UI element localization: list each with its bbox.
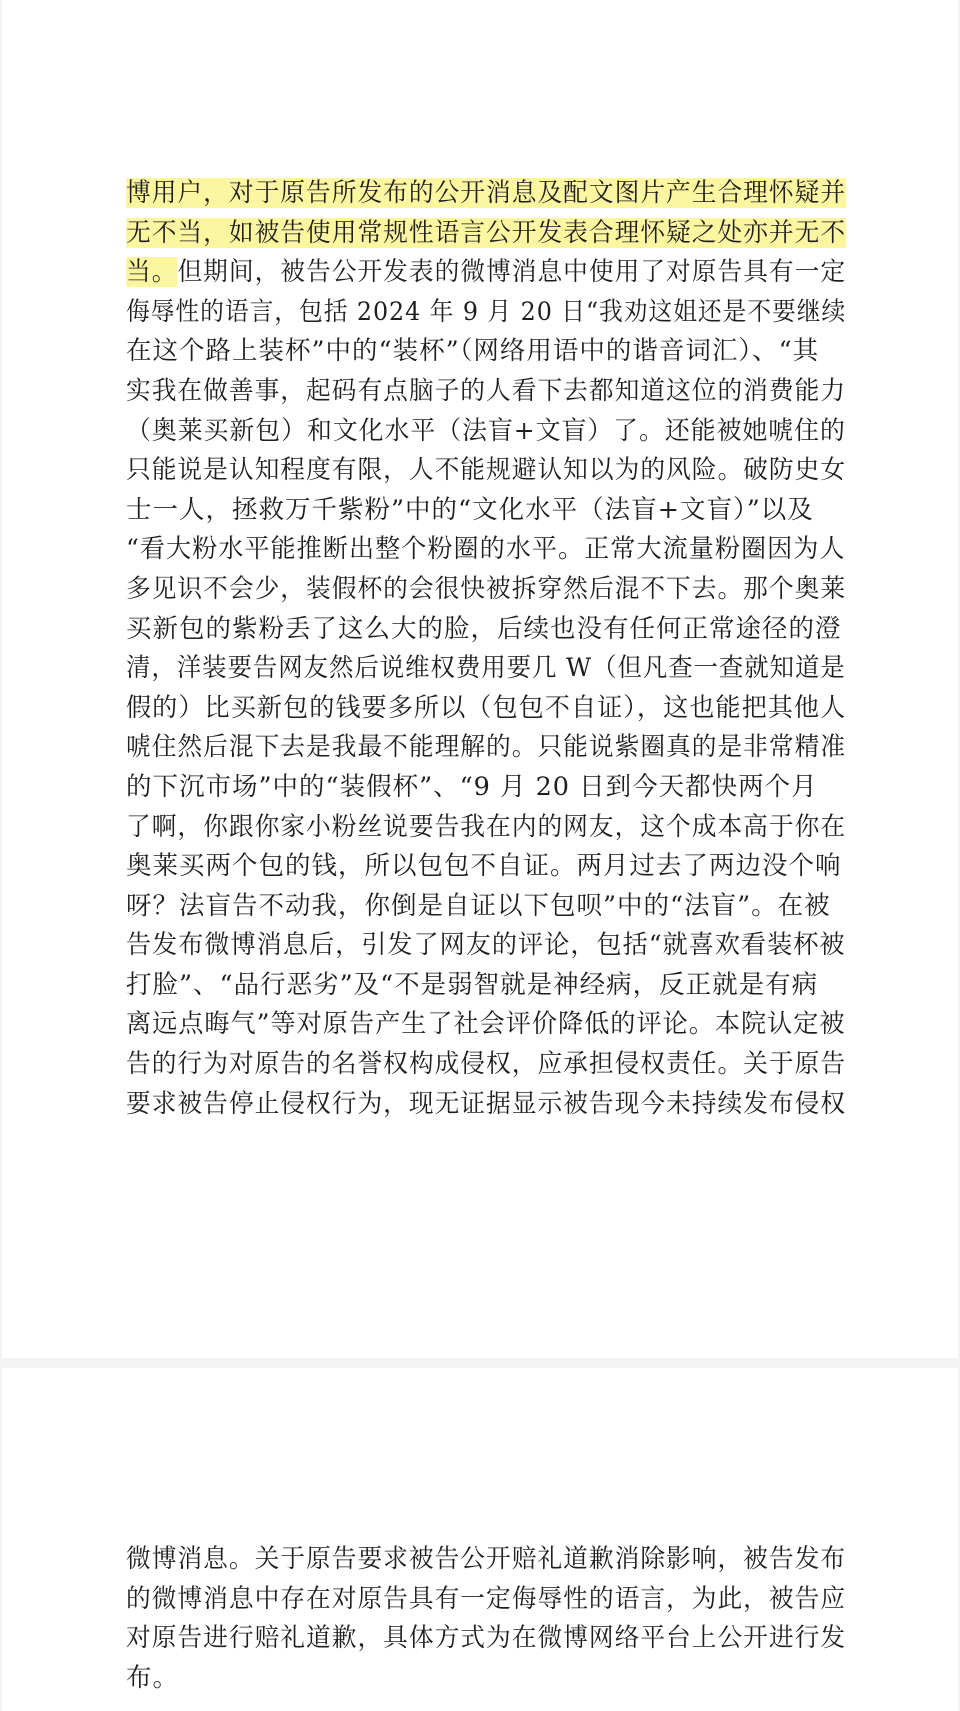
text-line xyxy=(126,293,847,333)
text-line xyxy=(126,966,846,1006)
text-line xyxy=(126,1005,846,1045)
line-text: 士一人，拯救万千紫粉”中的“文化水平（法盲+文盲）”以及 xyxy=(126,494,814,525)
line-text: 买新包的紫粉丢了这么大的脸，后续也没有任何正常途径的澄 xyxy=(126,613,842,644)
line-text: 的下沉市场”中的“装假杯”、“9 月 20 日到今天都快两个月 xyxy=(126,771,818,802)
highlighted-text: 当。 xyxy=(126,257,178,288)
line-text: 呀？法盲告不动我，你倒是自证以下包呗”中的“法盲”。在被 xyxy=(126,890,831,921)
document-page-2 xyxy=(2,1368,958,1711)
text-line xyxy=(126,491,846,531)
text-line xyxy=(126,808,847,848)
text-line xyxy=(126,887,846,927)
highlighted-text: 博用户，对于原告所发布的公开消息及配文图片产生合理怀疑并 xyxy=(126,178,847,208)
line-text: 实我在做善事，起码有点脑子的人看下去都知道这位的消费能力 xyxy=(126,375,847,406)
line-text: 离远点晦气”等对原告产生了社会评价降低的评论。本院认定被 xyxy=(126,1009,846,1040)
text-line xyxy=(126,530,846,570)
line-text: 奥莱买两个包的钱，所以包包不自证。两月过去了两边没个响 xyxy=(126,851,842,882)
line-text: 布。 xyxy=(126,1662,180,1693)
text-line xyxy=(126,1580,847,1620)
text-line xyxy=(126,689,847,729)
text-line xyxy=(126,1619,847,1659)
text-line xyxy=(126,649,846,689)
text-line xyxy=(126,610,846,650)
line-text: 清，洋装要告网友然后说维权费用要几 W（但凡查一查就知道是 xyxy=(126,653,846,684)
line-text: 只能说是认知程度有限，人不能规避认知以为的风险。破防史女 xyxy=(126,455,847,486)
page-2-body-text xyxy=(126,1540,846,1698)
text-line xyxy=(126,728,847,768)
text-line xyxy=(126,847,846,887)
line-text: 告发布微博消息后，引发了网友的评论，包括“就喜欢看装杯被 xyxy=(126,930,846,961)
page-1-body-text xyxy=(126,174,846,1124)
text-line xyxy=(126,1540,847,1580)
document-page-1 xyxy=(2,0,958,1358)
text-line xyxy=(126,332,846,372)
highlighted-text: 无不当，如被告使用常规性语言公开发表合理怀疑之处亦并无不 xyxy=(126,217,847,248)
text-line xyxy=(126,1659,846,1699)
text-line xyxy=(126,1045,847,1085)
line-text: 唬住然后混下去是我最不能理解的。只能说紫圈真的是非常精准 xyxy=(126,732,847,763)
line-text: 多见识不会少，装假杯的会很快被拆穿然后混不下去。那个奥莱 xyxy=(126,573,847,604)
line-text: 对原告进行赔礼道歉，具体方式为在微博网络平台上公开进行发 xyxy=(126,1623,847,1654)
line-text: （奥莱买新包）和文化水平（法盲+文盲）了。还能被她唬住的 xyxy=(126,415,846,446)
text-line xyxy=(126,214,847,254)
line-text: 的微博消息中存在对原告具有一定侮辱性的语言，为此，被告应 xyxy=(126,1583,847,1614)
text-line xyxy=(126,174,847,214)
text-line xyxy=(126,570,847,610)
line-text: 侮辱性的语言，包括 2024 年 9 月 20 日“我劝这姐还是不要继续 xyxy=(126,296,847,327)
text-line xyxy=(126,253,847,293)
text-line xyxy=(126,768,846,808)
line-text: 告的行为对原告的名誉权构成侵权，应承担侵权责任。关于原告 xyxy=(126,1049,847,1080)
line-text: 打脸”、“品行恶劣”及“不是弱智就是神经病，反正就是有病 xyxy=(126,969,819,1000)
line-text: 在这个路上装杯”中的“装杯”（网络用语中的谐音词汇）、“其 xyxy=(126,336,820,367)
text-line xyxy=(126,372,847,412)
line-text: 要求被告停止侵权行为，现无证据显示被告现今未持续发布侵权 xyxy=(126,1088,847,1119)
text-line xyxy=(126,451,847,491)
line-text: 但期间，被告公开发表的微博消息中使用了对原告具有一定 xyxy=(177,257,847,288)
line-text: 微博消息。关于原告要求被告公开赔礼道歉消除影响，被告发布 xyxy=(126,1544,847,1574)
text-line xyxy=(126,1085,847,1125)
text-line xyxy=(126,926,846,966)
line-text: “看大粉水平能推断出整个粉圈的水平。正常大流量粉圈因为人 xyxy=(126,534,846,565)
line-text: 假的）比买新包的钱要多所以（包包不自证），这也能把其他人 xyxy=(126,692,847,723)
text-line xyxy=(126,412,846,452)
line-text: 了啊，你跟你家小粉丝说要告我在内的网友，这个成本高于你在 xyxy=(126,811,847,842)
